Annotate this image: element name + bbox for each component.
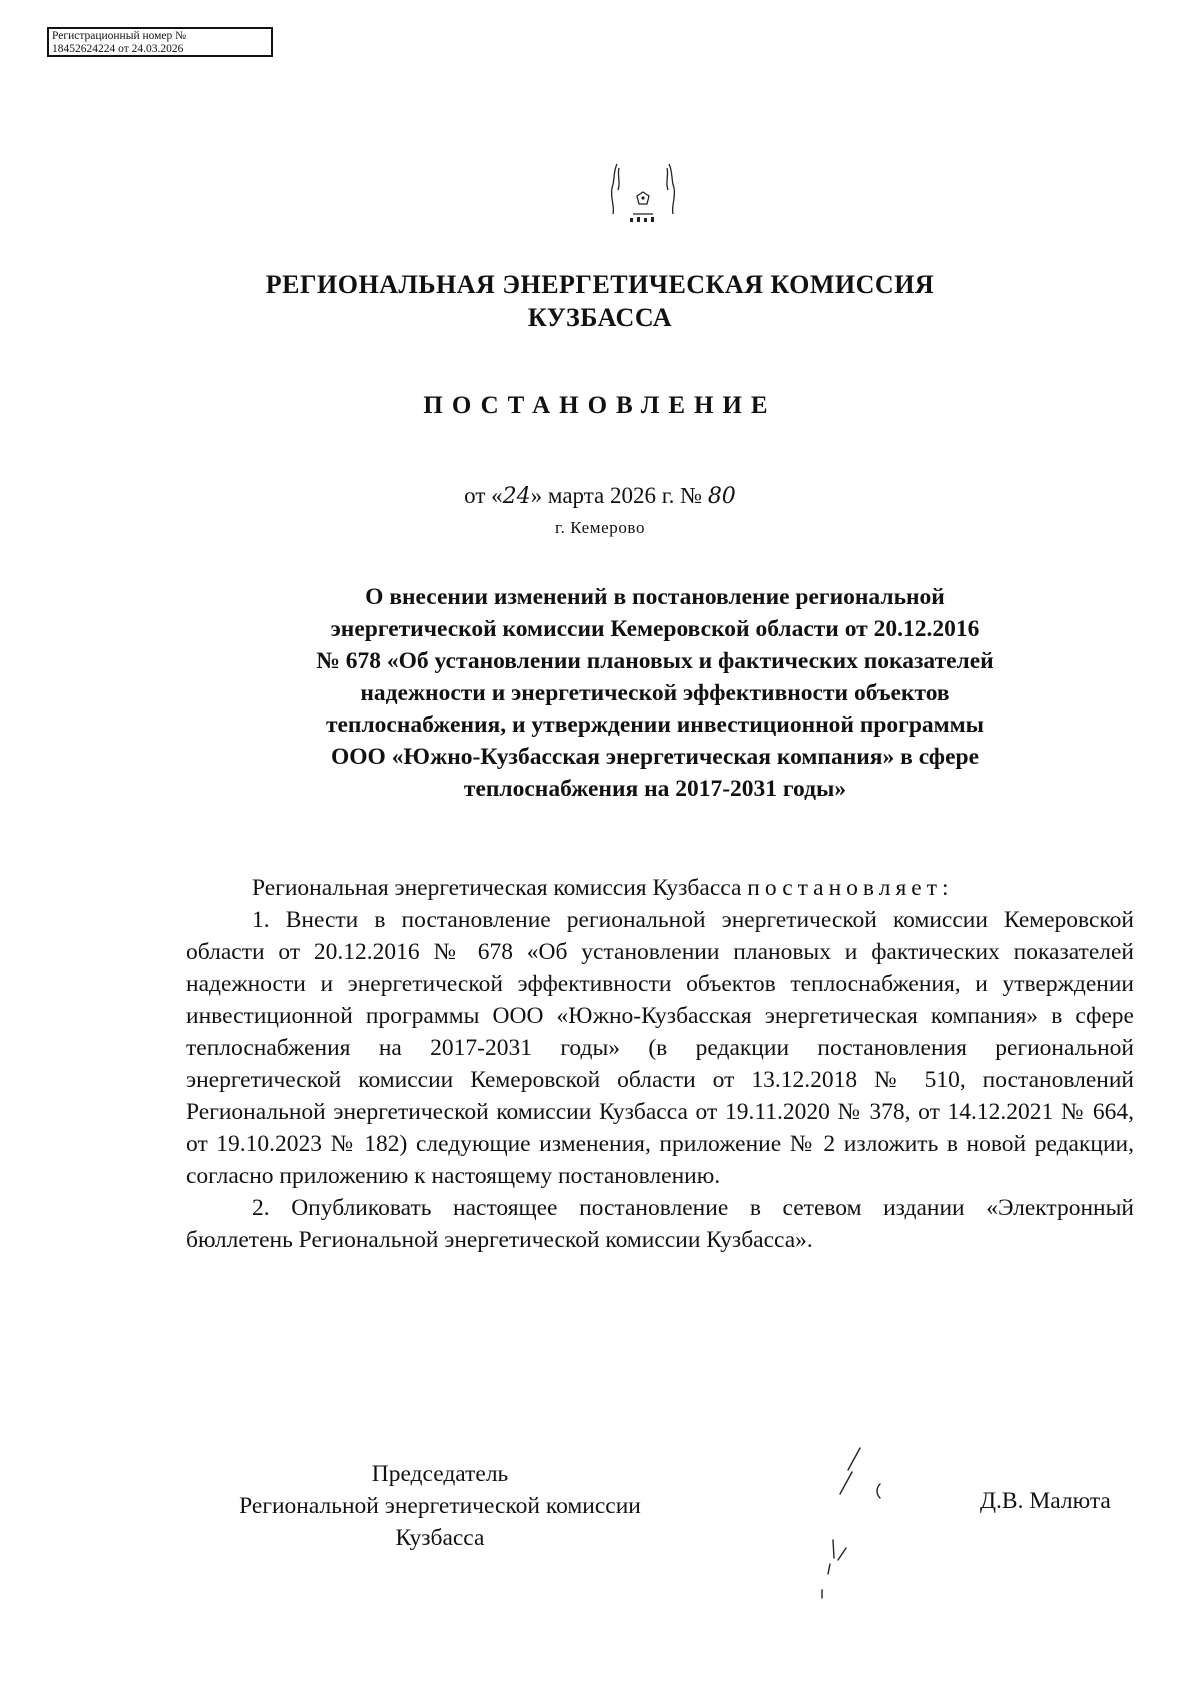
date-month-year: » марта 2026 г. № <box>530 483 703 508</box>
document-number-handwritten: 80 <box>707 484 736 509</box>
organization-name <box>150 268 1050 334</box>
title-line: теплоснабжения, и утверждении инвестиционной программы <box>325 712 985 738</box>
title-line: ООО «Южно-Кузбасская энергетическая компания» в сфере <box>330 744 980 770</box>
registration-label: Регистрационный номер № <box>52 30 187 42</box>
coat-of-arms-emblem <box>603 158 683 238</box>
signatory-region: Кузбасса <box>395 1525 485 1551</box>
signatory-position: Председатель <box>371 1461 509 1487</box>
title-line: надежности и энергетической эффективности объектов <box>360 680 950 706</box>
item-2-paragraph: 2. Опубликовать настоящее постановление в сетевом издании «Электронный бюллетень Региональной энергетической комиссии Кузбасса». <box>186 1195 1134 1253</box>
title-line: теплоснабжения на 2017-2031 годы» <box>463 776 847 802</box>
document-city: г. Кемерово <box>554 518 646 537</box>
document-type-heading: ПОСТАНОВЛЕНИЕ <box>423 392 777 419</box>
title-line: № 678 «Об установлении плановых и фактических показателей <box>316 648 994 674</box>
registration-number: 18452624224 от 24.03.2026 <box>52 43 184 55</box>
intro-text: Региональная энергетическая комиссия Кузбасса <box>252 875 742 901</box>
organization-name-line-2: КУЗБАССА <box>527 303 673 332</box>
signatory-title <box>160 1458 720 1554</box>
document-title <box>255 581 1055 805</box>
title-line: О внесении изменений в постановление региональной <box>365 584 945 610</box>
intro-resolution-word: постановляет: <box>747 875 954 901</box>
document-body <box>186 872 1134 1256</box>
date-day-handwritten: 24 <box>502 484 531 509</box>
document-date-line <box>300 483 900 509</box>
signatory-name: Д.В. Малюта <box>980 1488 1111 1514</box>
handwritten-signature <box>800 1440 910 1610</box>
title-line: энергетической комиссии Кемеровской области от 20.12.2016 <box>330 616 980 642</box>
registration-stamp <box>47 27 273 57</box>
organization-name-line-1: РЕГИОНАЛЬНАЯ ЭНЕРГЕТИЧЕСКАЯ КОМИССИЯ <box>265 270 935 299</box>
date-prefix: от « <box>464 483 503 508</box>
intro-paragraph <box>186 872 1134 904</box>
item-1-paragraph: 1. Внести в постановление региональной энергетической комиссии Кемеровской области от 20.12.2016 № 678 «Об установлении плановых и фактических показателей надежности и энергетической эффективности объектов теплоснабжения, и утверждении инвестиционной программы ООО «Южно-Кузбасская энергетическая компания» в сфере теплоснабжения на 2017-2031 годы» (в редакции постановления региональной энергетической комиссии Кемеровской области от 13.12.2018 № 510, постановлений Региональной энергетической комиссии Кузбасса от 19.11.2020 № 378, от 14.12.2021 № 664, от 19.10.2023 № 182) следующие изменения, приложение № 2 изложить в новой редакции, согласно приложению к настоящему постановлению. <box>186 907 1134 1189</box>
signatory-organization: Региональной энергетической комиссии <box>239 1493 641 1519</box>
